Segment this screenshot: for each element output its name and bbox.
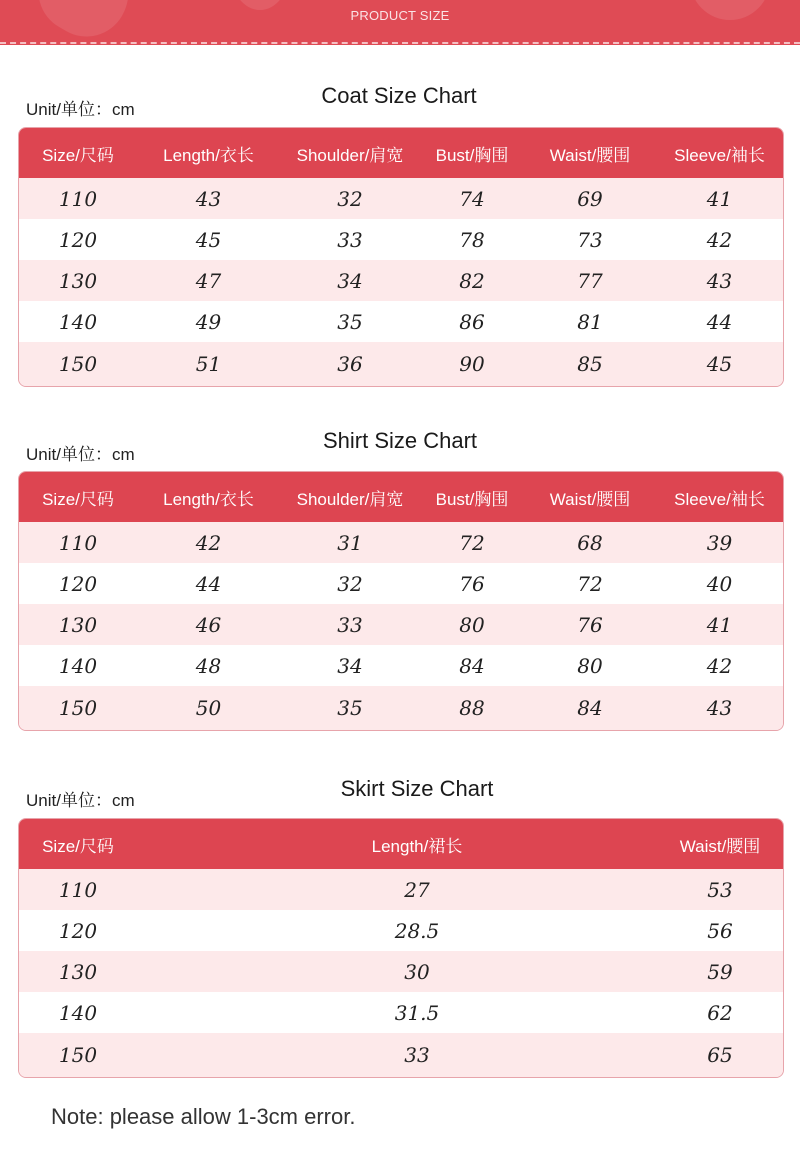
table-cell: 72 [577, 571, 603, 596]
banner-title: PRODUCT SIZE [350, 8, 450, 23]
column-header: Shoulder/肩宽 [296, 489, 404, 509]
table-cell: 88 [459, 696, 485, 720]
shirt-size-table [18, 471, 784, 731]
table-row [19, 869, 783, 910]
table-cell: 73 [577, 227, 603, 252]
table-cell: 45 [195, 227, 222, 252]
table-cell: 150 [58, 352, 98, 376]
table-row [19, 1033, 783, 1077]
table-cell: 84 [459, 653, 485, 678]
table-row [19, 301, 783, 342]
table-cell: 110 [58, 530, 98, 555]
table-cell: 68 [577, 530, 603, 555]
table-cell: 32 [337, 571, 363, 596]
table-cell: 80 [577, 653, 603, 678]
table-cell: 76 [459, 571, 485, 596]
table-cell: 50 [195, 696, 222, 720]
table-cell: 45 [706, 352, 733, 376]
table-cell: 33 [404, 1043, 430, 1067]
table-cell: 120 [58, 227, 98, 252]
table-header [19, 472, 783, 522]
coat-size-table [18, 127, 784, 387]
table-cell: 110 [58, 877, 98, 902]
table-cell: 90 [459, 352, 485, 376]
table-cell: 72 [459, 530, 485, 555]
table-cell: 85 [577, 352, 603, 376]
table-cell: 43 [706, 268, 733, 293]
table-cell: 39 [706, 530, 733, 555]
table-cell: 76 [577, 612, 603, 637]
table-cell: 120 [58, 918, 98, 943]
unit-label-skirt: Unit/单位：cm [26, 791, 135, 810]
table-cell: 34 [337, 268, 363, 293]
table-row [19, 342, 783, 386]
column-header: Sleeve/袖长 [674, 489, 765, 509]
table-row [19, 645, 783, 686]
table-cell: 110 [58, 186, 98, 211]
table-cell: 53 [707, 877, 733, 902]
table-cell: 77 [577, 268, 603, 293]
table-row [19, 604, 783, 645]
table-cell: 33 [337, 612, 363, 637]
table-cell: 130 [58, 268, 98, 293]
table-cell: 48 [195, 653, 222, 678]
column-header: Waist/腰围 [679, 836, 761, 856]
table-cell: 31 [337, 530, 363, 555]
column-header: Length/裙长 [371, 836, 463, 856]
shirt-chart-title: Shirt Size Chart [322, 428, 478, 453]
table-cell: 65 [707, 1043, 733, 1067]
table-cell: 69 [577, 186, 603, 211]
table-cell: 80 [459, 612, 485, 637]
table-cell: 36 [337, 352, 363, 376]
table-cell: 43 [195, 186, 222, 211]
table-header [19, 128, 783, 178]
table-row [19, 219, 783, 260]
table-cell: 46 [195, 612, 222, 637]
column-header: Waist/腰围 [549, 489, 631, 509]
table-cell: 62 [707, 1000, 733, 1025]
table-cell: 35 [337, 309, 363, 334]
table-cell: 42 [706, 227, 733, 252]
column-header: Sleeve/袖长 [674, 145, 765, 165]
column-header: Bust/胸围 [435, 145, 509, 165]
table-cell: 81 [577, 309, 603, 334]
table-cell: 33 [337, 227, 363, 252]
table-cell: 82 [459, 268, 485, 293]
table-cell: 41 [706, 186, 733, 211]
table-cell: 44 [195, 571, 222, 596]
table-cell: 42 [195, 530, 222, 555]
banner-divider [0, 42, 800, 44]
table-cell: 44 [706, 309, 733, 334]
table-cell: 56 [707, 918, 733, 943]
table-cell: 49 [195, 309, 222, 334]
table-cell: 120 [58, 571, 98, 596]
table-cell: 43 [706, 696, 733, 720]
column-header: Size/尺码 [42, 489, 114, 509]
table-cell: 84 [577, 696, 603, 720]
table-cell: 42 [706, 653, 733, 678]
table-cell: 140 [58, 653, 98, 678]
column-header: Bust/胸围 [435, 489, 509, 509]
table-cell: 140 [58, 1000, 98, 1025]
table-cell: 59 [707, 959, 733, 984]
skirt-size-table [18, 818, 784, 1078]
column-header: Size/尺码 [42, 145, 114, 165]
table-cell: 74 [459, 186, 485, 211]
column-header: Length/衣长 [163, 145, 254, 165]
table-cell: 34 [337, 653, 363, 678]
table-cell: 47 [195, 268, 222, 293]
table-cell: 130 [58, 959, 98, 984]
table-cell: 41 [706, 612, 733, 637]
table-cell: 30 [404, 959, 430, 984]
column-header: Shoulder/肩宽 [296, 145, 404, 165]
table-row [19, 563, 783, 604]
table-cell: 150 [58, 1043, 98, 1067]
table-cell: 51 [195, 352, 222, 376]
unit-label-coat: Unit/单位：cm [26, 100, 135, 119]
table-cell: 150 [58, 696, 98, 720]
column-header: Waist/腰围 [549, 145, 631, 165]
table-cell: 35 [337, 696, 363, 720]
table-row [19, 992, 783, 1033]
table-cell: 27 [404, 877, 430, 902]
table-cell: 140 [58, 309, 98, 334]
note-text: Note: please allow 1-3cm error. [51, 1104, 356, 1129]
table-row [19, 910, 783, 951]
unit-label-shirt: Unit/单位：cm [26, 445, 135, 464]
table-header [19, 819, 783, 869]
skirt-chart-title: Skirt Size Chart [340, 776, 494, 801]
table-cell: 78 [459, 227, 485, 252]
table-cell: 86 [459, 309, 485, 334]
table-row [19, 260, 783, 301]
table-cell: 28.5 [394, 918, 440, 943]
table-row [19, 522, 783, 563]
table-cell: 32 [337, 186, 363, 211]
table-cell: 40 [706, 571, 733, 596]
coat-chart-title: Coat Size Chart [321, 83, 477, 108]
column-header: Size/尺码 [42, 836, 114, 856]
column-header: Length/衣长 [163, 489, 254, 509]
table-cell: 31.5 [394, 1000, 440, 1025]
table-row [19, 686, 783, 730]
table-row [19, 178, 783, 219]
header-banner [0, 0, 800, 45]
table-cell: 130 [58, 612, 98, 637]
table-row [19, 951, 783, 992]
